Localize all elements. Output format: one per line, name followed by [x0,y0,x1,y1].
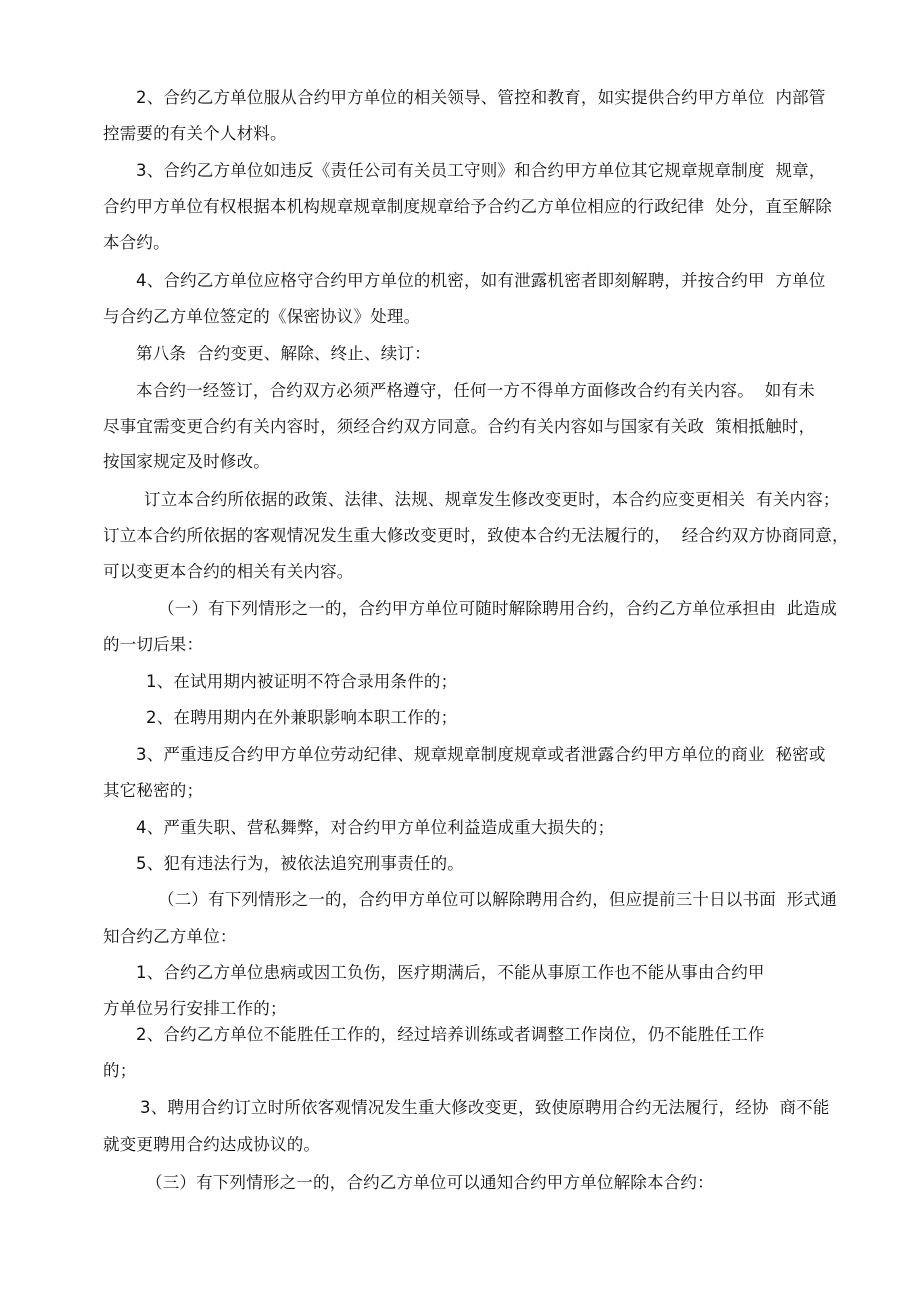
text-line: 知合约乙方单位： [103,927,237,946]
list-item: 1、在试用期内被证明不符合录用条件的； [146,672,458,691]
text-line: 方单位另行安排工作的； [103,999,287,1018]
text-line: 按国家规定及时修改。 [103,452,270,471]
text-line: 本合约一经签订，合约双方必须严格遵守，任何一方不得单方面修改合约有关内容。 如有未 [136,381,815,400]
list-item: 1、合约乙方单位患病或因工负伤，医疗期满后，不能从事原工作也不能从事由合约甲 [136,963,765,982]
text-line: （三）有下列情形之一的，合约乙方单位可以通知合约甲方单位解除本合约： [146,1173,714,1192]
list-item: 2、合约乙方单位不能胜任工作的，经过培养训练或者调整工作岗位，仍不能胜任工作 [136,1025,765,1044]
section-heading: 第八条 合约变更、解除、终止、续订： [136,344,431,363]
text-line: 就变更聘用合约达成协议的。 [103,1135,321,1154]
list-item: 4、严重失职、营私舞弊，对合约甲方单位利益造成重大损失的； [136,818,615,837]
text-line: 可以变更本合约的相关有关内容。 [103,562,354,581]
text-line: 3、合约乙方单位如违反《责任公司有关员工守则》和合约甲方单位其它规章规章制度 规章， [136,161,826,180]
text-line: 订立本合约所依据的政策、法律、法规、规章发生修改变更时，本合约应变更相关 有关内容； [144,490,840,509]
text-line: 2、合约乙方单位服从合约甲方单位的相关领导、管控和教育，如实提供合约甲方单位 内部管 [136,88,826,107]
list-item: 3、严重违反合约甲方单位劳动纪律、规章规章制度规章或者泄露合约甲方单位的商业 秘密或 [136,745,826,764]
text-line: 控需要的有关个人材料。 [103,124,287,143]
text-line: 其它秘密的； [103,781,204,800]
text-line: 本合约。 [103,233,170,252]
text-line: （一）有下列情形之一的，合约甲方单位可随时解除聘用合约，合约乙方单位承担由 此造成 [158,599,837,618]
text-line: 尽事宜需变更合约有关内容时，须经合约双方同意。合约有关内容如与国家有关政 策相抵触时， [103,417,816,436]
text-line: 的一切后果： [103,635,204,654]
text-line: （二）有下列情形之一的，合约甲方单位可以解除聘用合约，但应提前三十日以书面 形式通 [158,890,837,909]
list-item: 2、在聘用期内在外兼职影响本职工作的； [146,708,458,727]
text-line: 订立本合约所依据的客观情况发生重大修改变更时，致使本合约无法履行的， 经合约双方协商同意， [103,526,849,545]
text-line: 合约甲方单位有权根据本机构规章规章制度规章给予合约乙方单位相应的行政纪律 处分，直至解除 [103,197,832,216]
text-line: 的； [103,1061,137,1080]
text-line: 与合约乙方单位签定的《保密协议》处理。 [103,307,421,326]
text-line: 4、合约乙方单位应格守合约甲方单位的机密，如有泄露机密者即刻解聘，并按合约甲 方单位 [136,271,826,290]
list-item: 3、聘用合约订立时所依客观情况发生重大修改变更，致使原聘用合约无法履行，经协 商不能 [140,1098,830,1117]
list-item: 5、犯有违法行为，被依法追究刑事责任的。 [136,854,464,873]
